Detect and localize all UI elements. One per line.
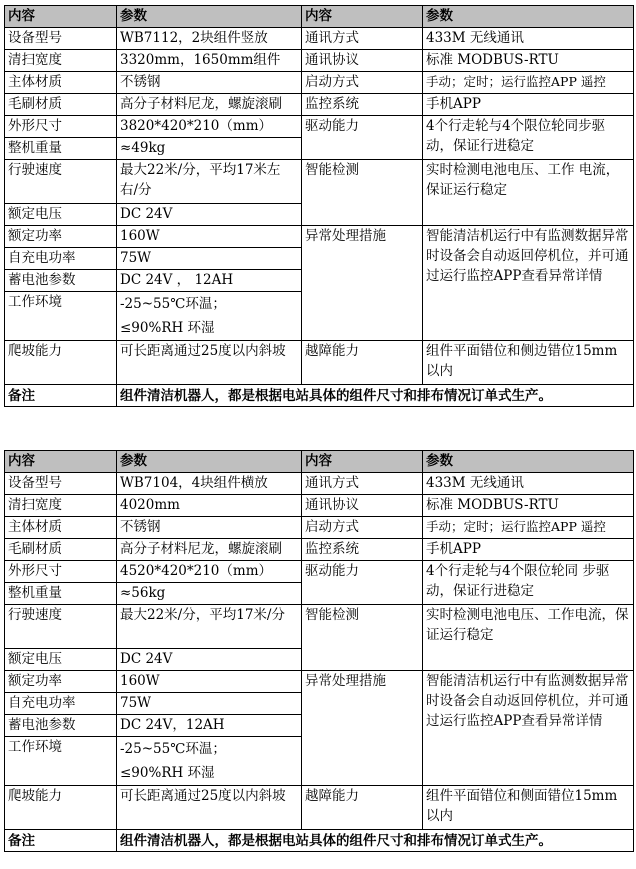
env-humidity: ≤90%RH 环湿	[120, 320, 215, 336]
param-name: 设备型号	[5, 28, 117, 50]
param-name: 启动方式	[302, 72, 423, 94]
param-name: 工作环境	[5, 292, 117, 341]
param-value: 75W	[117, 693, 302, 715]
param-name: 工作环境	[5, 737, 117, 786]
header-cell: 参数	[117, 6, 302, 28]
param-value: 标准 MODBUS-RTU	[423, 50, 634, 72]
param-value: 智能清洁机运行中有监测数据异常时设备会自动返回停机位，并可通过运行监控APP查看异常详情	[423, 226, 634, 341]
table-row	[5, 50, 634, 72]
param-value: DC 24V	[117, 204, 302, 226]
param-name: 启动方式	[302, 517, 423, 539]
param-name: 智能检测	[302, 605, 423, 671]
param-name: 清扫宽度	[5, 50, 117, 72]
env-temp: -25~55℃环温；	[120, 296, 226, 312]
param-value: 标准 MODBUS-RTU	[423, 495, 634, 517]
param-name: 整机重量	[5, 583, 117, 605]
param-value: 75W	[117, 248, 302, 270]
table-row	[5, 561, 634, 583]
table-row	[5, 28, 634, 50]
param-value: 手机APP	[423, 94, 634, 116]
param-name: 异常处理措施	[302, 671, 423, 786]
param-name: 外形尺寸	[5, 116, 117, 138]
param-value: 手动；定时；运行监控APP 遥控	[423, 517, 634, 539]
env-humidity: ≤90%RH 环湿	[120, 765, 215, 781]
header-cell: 参数	[117, 451, 302, 473]
table-row	[5, 94, 634, 116]
param-value: WB7112，2块组件竖放	[117, 28, 302, 50]
note-label: 备注	[5, 830, 117, 852]
param-value: 3820*420*210（mm）	[117, 116, 302, 138]
param-value	[117, 292, 302, 341]
param-name: 监控系统	[302, 539, 423, 561]
param-value: 160W	[117, 671, 302, 693]
param-name: 越障能力	[302, 341, 423, 385]
param-value: 实时检测电池电压、工作 电流，保证运行稳定	[423, 160, 634, 226]
spec-table-wb7112	[4, 5, 634, 407]
param-value: 手机APP	[423, 539, 634, 561]
param-value	[117, 737, 302, 786]
param-value: DC 24V ， 12AH	[117, 270, 302, 292]
table-row	[5, 160, 634, 204]
note-text: 组件清洁机器人，都是根据电站具体的组件尺寸和排布情况订单式生产。	[117, 385, 634, 407]
param-value: 160W	[117, 226, 302, 248]
param-value: ≈56kg	[117, 583, 302, 605]
table-row	[5, 116, 634, 138]
table-row	[5, 72, 634, 94]
param-value: 4个行走轮与4个限位轮同 步驱动，保证行进稳定	[423, 561, 634, 605]
note-row	[5, 830, 634, 852]
param-name: 通讯方式	[302, 473, 423, 495]
param-name: 蓄电池参数	[5, 715, 117, 737]
header-cell: 参数	[423, 451, 634, 473]
table-row	[5, 539, 634, 561]
table-row	[5, 341, 634, 385]
header-cell: 内容	[302, 6, 423, 28]
header-cell: 内容	[5, 451, 117, 473]
table-row	[5, 226, 634, 248]
param-name: 通讯协议	[302, 495, 423, 517]
param-name: 越障能力	[302, 786, 423, 830]
header-cell: 内容	[5, 6, 117, 28]
param-name: 智能检测	[302, 160, 423, 226]
param-name: 监控系统	[302, 94, 423, 116]
param-name: 额定电压	[5, 649, 117, 671]
env-temp: -25~55℃环温；	[120, 741, 226, 757]
param-name: 行驶速度	[5, 160, 117, 204]
param-name: 主体材质	[5, 517, 117, 539]
param-name: 驱动能力	[302, 561, 423, 605]
param-value: 组件平面错位和侧边错位15mm以内	[423, 341, 634, 385]
param-name: 爬坡能力	[5, 341, 117, 385]
param-value: 最大22米/分，平均17米左右/分	[117, 160, 302, 204]
param-value: 433M 无线通讯	[423, 28, 634, 50]
param-name: 爬坡能力	[5, 786, 117, 830]
note-row	[5, 385, 634, 407]
param-value: 不锈钢	[117, 517, 302, 539]
table-row	[5, 671, 634, 693]
param-value: 手动；定时；运行监控APP 遥控	[423, 72, 634, 94]
table-header-row	[5, 451, 634, 473]
param-name: 驱动能力	[302, 116, 423, 160]
param-value: 不锈钢	[117, 72, 302, 94]
table-row	[5, 517, 634, 539]
param-name: 行驶速度	[5, 605, 117, 649]
table-row	[5, 495, 634, 517]
param-name: 整机重量	[5, 138, 117, 160]
header-cell: 内容	[302, 451, 423, 473]
param-value: WB7104，4块组件横放	[117, 473, 302, 495]
param-value: 实时检测电池电压、工作电流，保证运行稳定	[423, 605, 634, 671]
param-name: 通讯方式	[302, 28, 423, 50]
param-name: 毛刷材质	[5, 539, 117, 561]
param-name: 异常处理措施	[302, 226, 423, 341]
param-name: 额定电压	[5, 204, 117, 226]
spec-table-wb7104	[4, 450, 634, 852]
header-cell: 参数	[423, 6, 634, 28]
param-value: 最大22米/分，平均17米/分	[117, 605, 302, 649]
note-label: 备注	[5, 385, 117, 407]
param-name: 蓄电池参数	[5, 270, 117, 292]
param-value: 组件平面错位和侧面错位15mm以内	[423, 786, 634, 830]
table-row	[5, 473, 634, 495]
table-row	[5, 605, 634, 649]
param-name: 主体材质	[5, 72, 117, 94]
param-value: 高分子材料尼龙，螺旋滚刷	[117, 94, 302, 116]
param-name: 自充电功率	[5, 248, 117, 270]
param-value: 3320mm，1650mm组件	[117, 50, 302, 72]
table-row	[5, 786, 634, 830]
param-value: 4020mm	[117, 495, 302, 517]
param-value: 433M 无线通讯	[423, 473, 634, 495]
param-name: 外形尺寸	[5, 561, 117, 583]
param-value: 智能清洁机运行中有监测数据异常时设备会自动返回停机位，并可通过运行监控APP查看异常详情	[423, 671, 634, 786]
param-value: 4520*420*210（mm）	[117, 561, 302, 583]
param-value: ≈49kg	[117, 138, 302, 160]
param-name: 毛刷材质	[5, 94, 117, 116]
param-name: 自充电功率	[5, 693, 117, 715]
param-name: 通讯协议	[302, 50, 423, 72]
table-header-row	[5, 6, 634, 28]
param-value: DC 24V	[117, 649, 302, 671]
param-name: 设备型号	[5, 473, 117, 495]
param-value: 可长距离通过25度以内斜坡	[117, 341, 302, 385]
param-value: 可长距离通过25度以内斜坡	[117, 786, 302, 830]
param-value: 高分子材料尼龙，螺旋滚刷	[117, 539, 302, 561]
param-value: DC 24V，12AH	[117, 715, 302, 737]
note-text: 组件清洁机器人，都是根据电站具体的组件尺寸和排布情况订单式生产。	[117, 830, 634, 852]
param-value: 4个行走轮与4个限位轮同步驱动，保证行进稳定	[423, 116, 634, 160]
param-name: 额定功率	[5, 671, 117, 693]
param-name: 清扫宽度	[5, 495, 117, 517]
param-name: 额定功率	[5, 226, 117, 248]
